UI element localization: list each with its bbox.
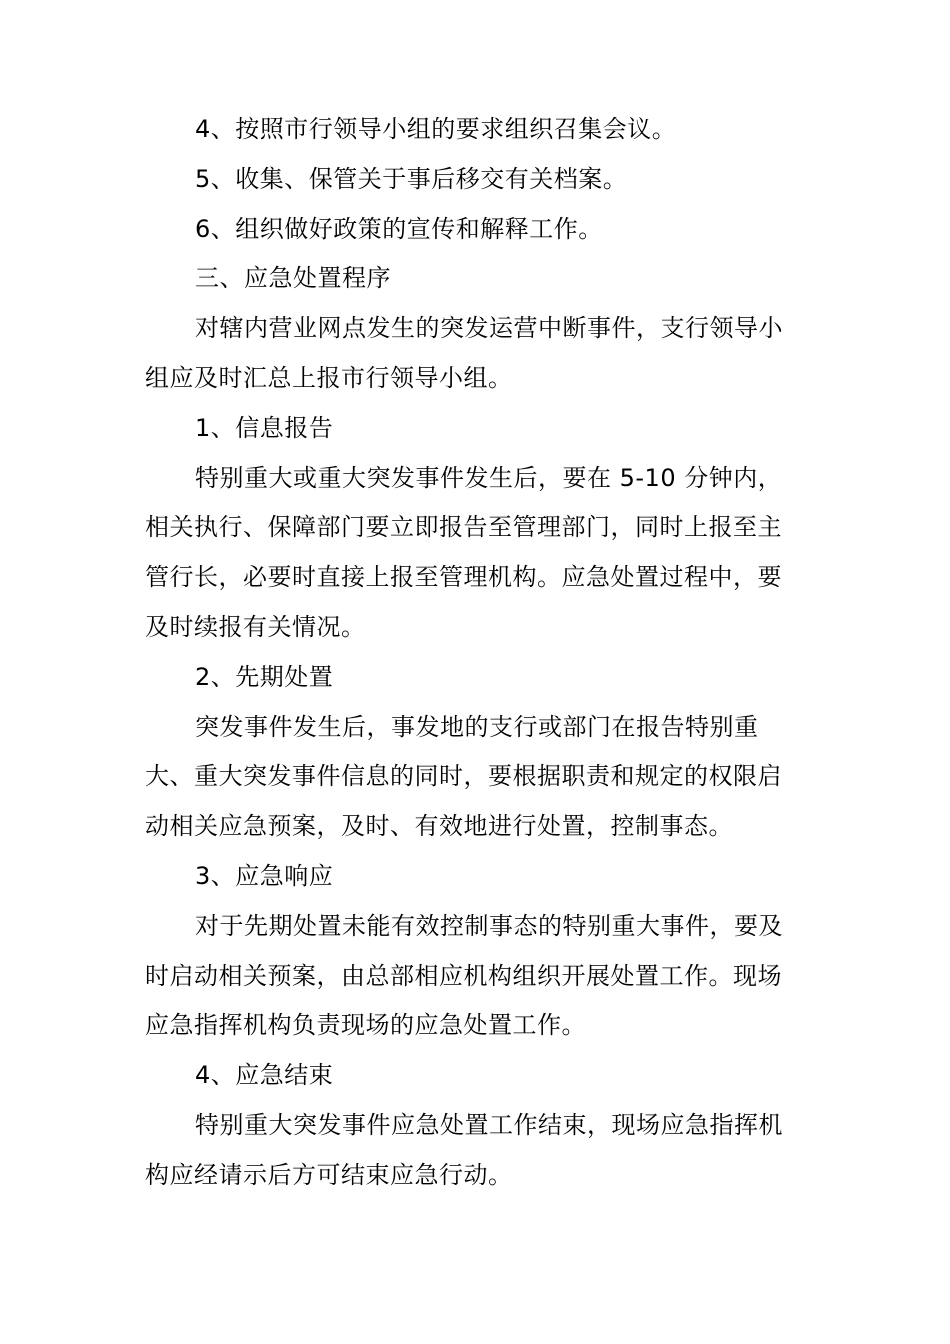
text-line: 突发事件发生后，事发地的支行或部门在报告特别重 <box>195 712 759 741</box>
text-line: 管行长，必要时直接上报至管理机构。应急处置过程中，要 <box>145 563 782 592</box>
text-line: 对辖内营业网点发生的突发运营中断事件，支行领导小 <box>195 314 783 343</box>
text-line: 3、应急响应 <box>195 861 334 890</box>
subheading-emergency-response <box>145 852 840 902</box>
text-line: 相关执行、保障部门要立即报告至管理部门，同时上报至主 <box>145 513 782 542</box>
text-line: 应急指挥机构负责现场的应急处置工作。 <box>145 1011 586 1040</box>
paragraph-item-6-publicity <box>145 205 840 255</box>
subheading-initial-response <box>145 653 840 703</box>
text-line: 大、重大突发事件信息的同时，要根据职责和规定的权限启 <box>145 762 782 791</box>
text-line: 三、应急处置程序 <box>195 264 391 293</box>
text-line: 组应及时汇总上报市行领导小组。 <box>145 363 513 392</box>
document-body <box>145 105 840 1201</box>
text-line: 4、按照市行领导小组的要求组织召集会议。 <box>195 115 677 143</box>
text-line: 时启动相关预案，由总部相应机构组织开展处置工作。现场 <box>145 961 782 990</box>
section-heading-emergency-procedure <box>145 254 840 304</box>
subheading-emergency-end <box>145 1051 840 1101</box>
text-line: 及时续报有关情况。 <box>145 612 366 641</box>
text-line: 4、应急结束 <box>195 1061 334 1090</box>
text-line: 动相关应急预案，及时、有效地进行处置，控制事态。 <box>145 812 733 841</box>
text-line: 2、先期处置 <box>195 662 334 691</box>
text-line: 5、收集、保管关于事后移交有关档案。 <box>195 164 628 193</box>
text-line: 特别重大突发事件应急处置工作结束，现场应急指挥机 <box>195 1110 783 1139</box>
text-line: 1、信息报告 <box>195 413 334 442</box>
text-line: 6、组织做好政策的宣传和解释工作。 <box>195 214 603 243</box>
paragraph-branch-report <box>145 304 840 404</box>
paragraph-information-report <box>145 454 840 653</box>
paragraph-emergency-response <box>145 902 840 1051</box>
paragraph-item-4-meeting <box>145 105 840 155</box>
text-line: 特别重大或重大突发事件发生后，要在 5-10 分钟内， <box>195 463 783 492</box>
paragraph-initial-response <box>145 703 840 852</box>
paragraph-item-5-archives <box>145 155 840 205</box>
paragraph-emergency-end <box>145 1101 840 1201</box>
text-line: 对于先期处置未能有效控制事态的特别重大事件，要及 <box>195 911 783 940</box>
text-line: 构应经请示后方可结束应急行动。 <box>145 1160 513 1189</box>
subheading-information-report <box>145 404 840 454</box>
